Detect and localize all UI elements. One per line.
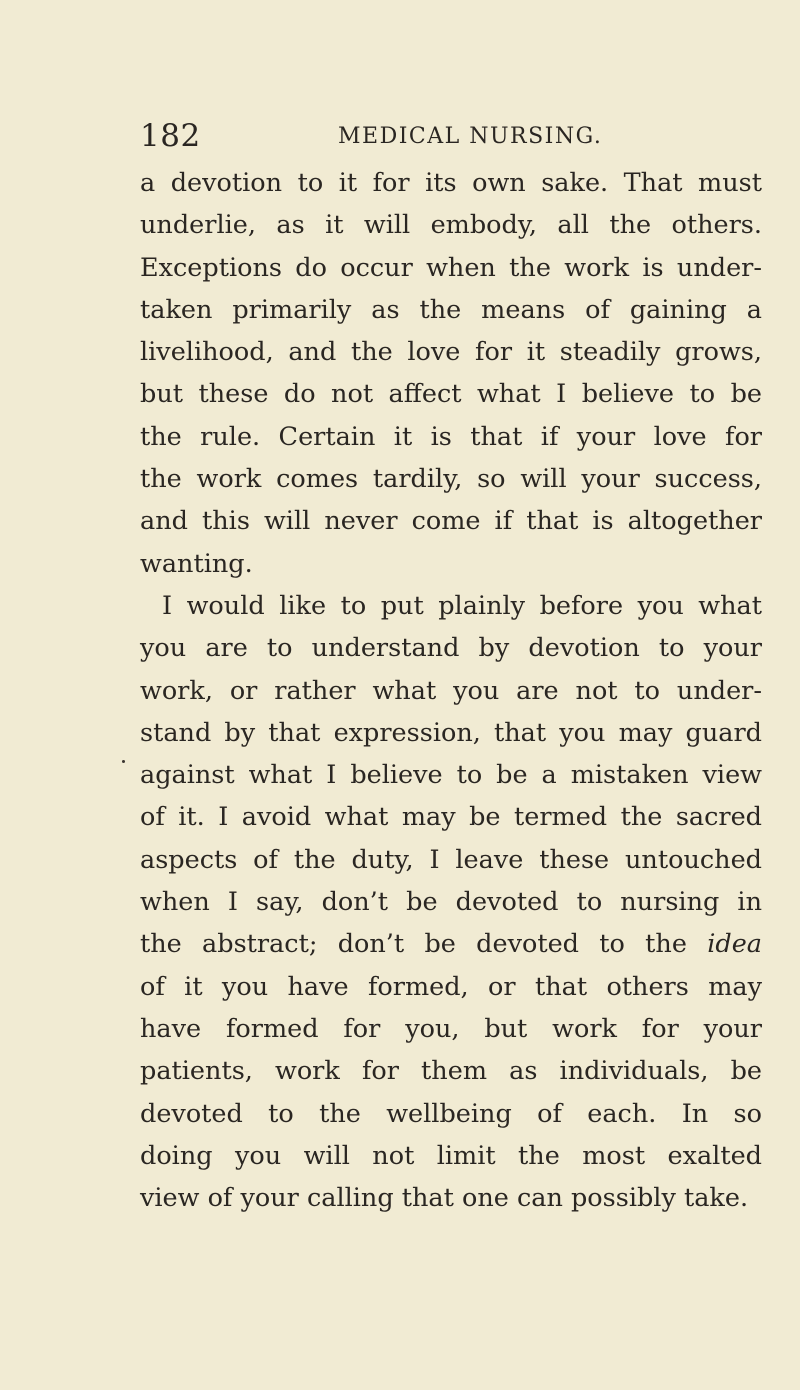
text-segment: the abstract; don’t be devoted to the (140, 929, 708, 960)
text-line: have formed for you, but work for your (140, 1013, 762, 1044)
paragraph-1 (140, 162, 762, 585)
margin-mark (122, 760, 125, 763)
text-line: and this will never come if that is altogether (140, 506, 762, 537)
text-line: a devotion to it for its own sake. That must (140, 168, 762, 198)
text-line: the work comes tardily, so will your success, (140, 464, 762, 495)
text-line: patients, work for them as individuals, be (140, 1056, 762, 1087)
paragraph-2 (140, 585, 762, 1219)
text-line: Exceptions do occur when the work is under- (140, 252, 762, 283)
text-line: of it. I avoid what may be termed the sacred (140, 802, 762, 833)
text-line: taken primarily as the means of gaining a (140, 294, 762, 325)
text-line: stand by that expression, that you may guard (140, 717, 762, 748)
running-head: MEDICAL NURSING. (338, 124, 603, 149)
text-line: view of your calling that one can possibly take. (140, 1183, 749, 1214)
text-line: devoted to the wellbeing of each. In so (140, 1098, 762, 1129)
text-line: doing you will not limit the most exalted (140, 1140, 762, 1171)
text-line-with-italic (140, 923, 762, 965)
text-line: against what I believe to be a mistaken view (140, 760, 762, 791)
text-line: when I say, don’t be devoted to nursing in (140, 887, 762, 918)
text-line: but these do not affect what I believe to be (140, 379, 762, 410)
text-line: of it you have formed, or that others may (140, 971, 762, 1002)
body-text (140, 162, 762, 1219)
page-number: 182 (140, 118, 201, 154)
text-line: wanting. (140, 548, 253, 579)
text-line: the rule. Certain it is that if your love for (140, 421, 762, 452)
text-line: underlie, as it will embody, all the others. (140, 210, 762, 241)
text-line: aspects of the duty, I leave these untouched (140, 844, 762, 875)
text-line: livelihood, and the love for it steadily grows, (140, 337, 762, 368)
text-line: you are to understand by devotion to your (140, 633, 762, 664)
italic-word: idea (707, 929, 762, 960)
text-line: work, or rather what you are not to under- (140, 675, 762, 706)
page-header (140, 118, 760, 158)
text-line: I would like to put plainly before you what (162, 590, 762, 621)
